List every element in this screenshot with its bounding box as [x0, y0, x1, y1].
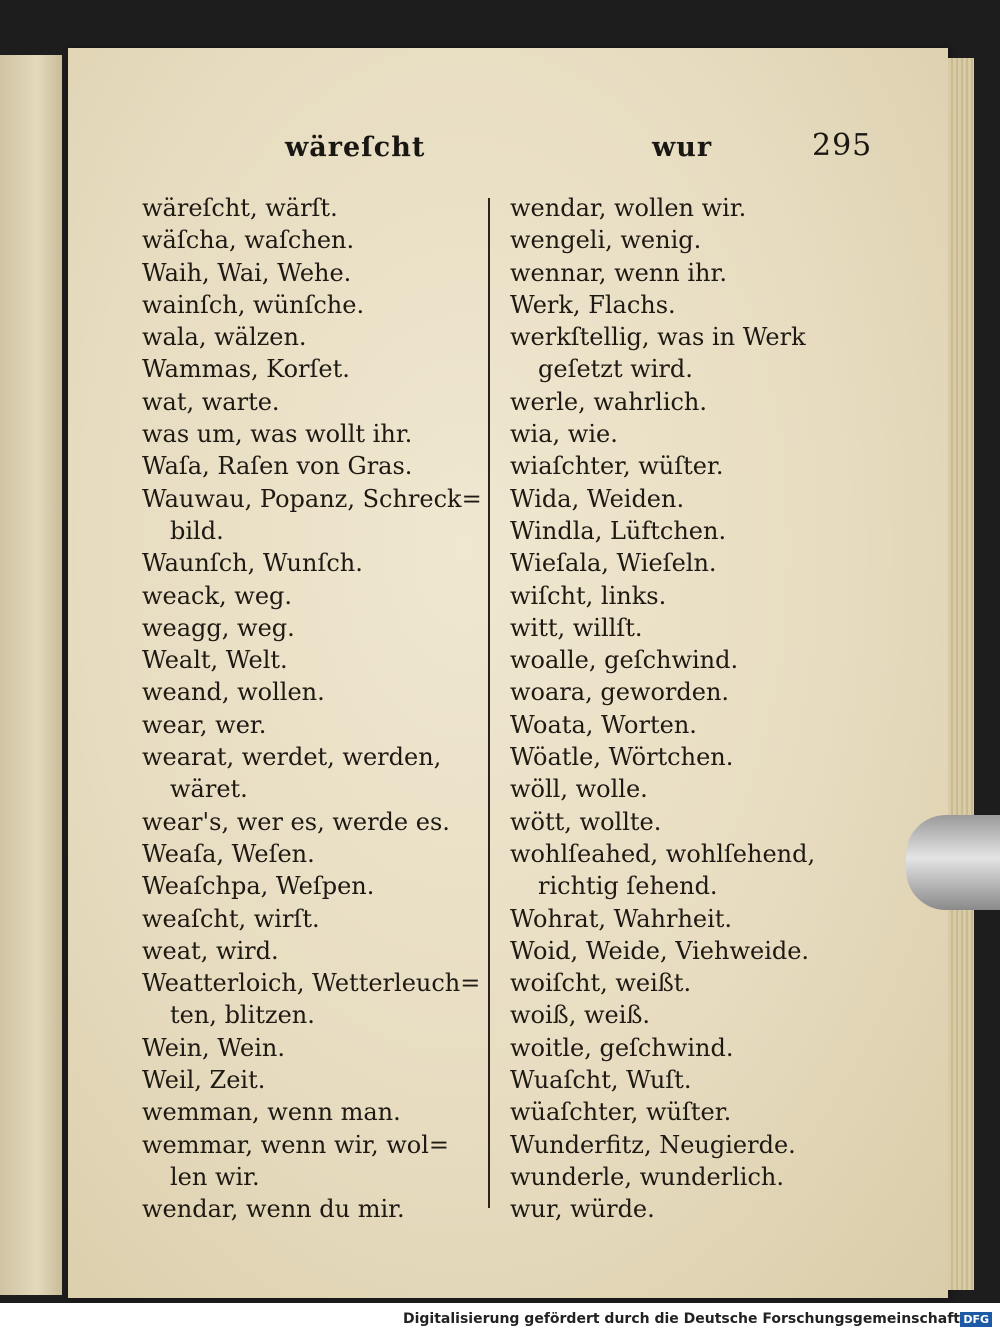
entry-line: Weaſchpa, Weſpen.	[142, 872, 375, 901]
entry-line: Woata, Worten.	[510, 710, 697, 739]
entry-line: woiß, weiß.	[510, 1001, 651, 1030]
entry-line: wohlſeahed, wohlſehend,	[510, 839, 816, 868]
entry-line: wäret.	[170, 775, 248, 804]
entry-line: Wöatle, Wörtchen.	[510, 743, 734, 772]
entry-line: Waunſch, Wunſch.	[142, 549, 363, 578]
entry-line: wäſcha, waſchen.	[142, 226, 355, 255]
header-left-word: wäreſcht	[285, 132, 426, 163]
entry-line: ten, blitzen.	[170, 1001, 315, 1030]
entry-line: Wida, Weiden.	[510, 484, 685, 513]
entry-line: woalle, geſchwind.	[510, 646, 739, 675]
entry-line: wiaſchter, wüſter.	[510, 452, 724, 481]
entry-line: wöll, wolle.	[510, 775, 648, 804]
entry-line: wüaſchter, wüſter.	[510, 1098, 732, 1127]
entry-line: wear's, wer es, werde es.	[142, 807, 450, 836]
entry-line: weand, wollen.	[142, 678, 325, 707]
entry-line: Weil, Zeit.	[142, 1066, 266, 1095]
entry-line: weack, weg.	[142, 581, 293, 610]
entry-line: woitle, geſchwind.	[510, 1033, 734, 1062]
entry-line: weat, wird.	[142, 936, 279, 965]
footer-credit: Digitalisierung gefördert durch die Deutsche Forschungsgemeinschaft	[402, 1311, 960, 1327]
entry-line: woara, geworden.	[510, 678, 730, 707]
entry-line: was um, was wollt ihr.	[142, 420, 413, 449]
entry-line: wendar, wenn du mir.	[142, 1195, 405, 1224]
entry-line: richtig ſehend.	[538, 872, 718, 901]
entry-line: witt, willſt.	[510, 613, 643, 642]
entry-line: Windla, Lüftchen.	[510, 516, 727, 545]
entry-line: wennar, wenn ihr.	[510, 258, 727, 287]
entry-line: wainſch, wünſche.	[142, 290, 365, 319]
entry-line: wearat, werdet, werden,	[142, 743, 442, 772]
page-clip	[906, 815, 1000, 910]
entry-line: Weaſa, Weſen.	[142, 839, 315, 868]
entry-line: wäreſcht, wärſt.	[142, 194, 338, 222]
page-stack-edge	[948, 58, 974, 1290]
entry-line: wött, wollte.	[510, 807, 662, 836]
entry-line: Weatterloich, Wetterleuch=	[142, 969, 481, 998]
header-right-word: wur	[652, 132, 713, 163]
entry-line: wear, wer.	[142, 710, 267, 739]
entry-line: wur, würde.	[510, 1195, 655, 1224]
entry-line: wemman, wenn man.	[142, 1098, 401, 1127]
entry-line: len wir.	[170, 1162, 260, 1191]
entry-line: werkſtellig, was in Werk	[510, 323, 806, 352]
column-divider	[488, 198, 490, 1208]
entry-line: Wauwau, Popanz, Schreck=	[142, 484, 482, 513]
entry-line: wala, wälzen.	[142, 323, 307, 352]
entry-line: wunderle, wunderlich.	[510, 1162, 785, 1191]
entry-line: Woid, Weide, Viehweide.	[510, 936, 810, 965]
entry-line: Wuaſcht, Wuſt.	[510, 1066, 692, 1095]
entry-line: wemmar, wenn wir, wol=	[142, 1130, 450, 1159]
entry-line: woiſcht, weißt.	[510, 969, 692, 998]
entry-line: Wealt, Welt.	[142, 646, 288, 675]
entry-line: wat, warte.	[142, 387, 280, 416]
entry-line: weagg, weg.	[142, 613, 295, 642]
entry-line: wengeli, wenig.	[510, 226, 702, 255]
entry-line: Wunderfitz, Neugierde.	[510, 1130, 796, 1159]
entry-line: Waih, Wai, Wehe.	[142, 258, 352, 287]
page-number: 295	[812, 128, 873, 163]
entry-line: Wieſala, Wieſeln.	[510, 549, 717, 578]
left-column	[142, 192, 482, 1226]
entry-line: geſetzt wird.	[538, 355, 693, 384]
entry-line: wia, wie.	[510, 420, 618, 449]
footer-bar	[0, 1303, 1000, 1337]
entry-line: wendar, wollen wir.	[510, 194, 747, 222]
entry-line: Wein, Wein.	[142, 1033, 285, 1062]
entry-line: Werk, Flachs.	[510, 290, 676, 319]
entry-line: bild.	[170, 516, 224, 545]
right-column	[510, 192, 855, 1226]
entry-line: Wammas, Korſet.	[142, 355, 350, 384]
entry-line: werle, wahrlich.	[510, 387, 708, 416]
dfg-logo: DFG	[960, 1312, 992, 1327]
entry-line: Wohrat, Wahrheit.	[510, 904, 733, 933]
facing-page-edge	[0, 55, 62, 1295]
entry-line: weaſcht, wirſt.	[142, 904, 320, 933]
entry-line: wiſcht, links.	[510, 581, 667, 610]
entry-line: Waſa, Raſen von Gras.	[142, 452, 413, 481]
